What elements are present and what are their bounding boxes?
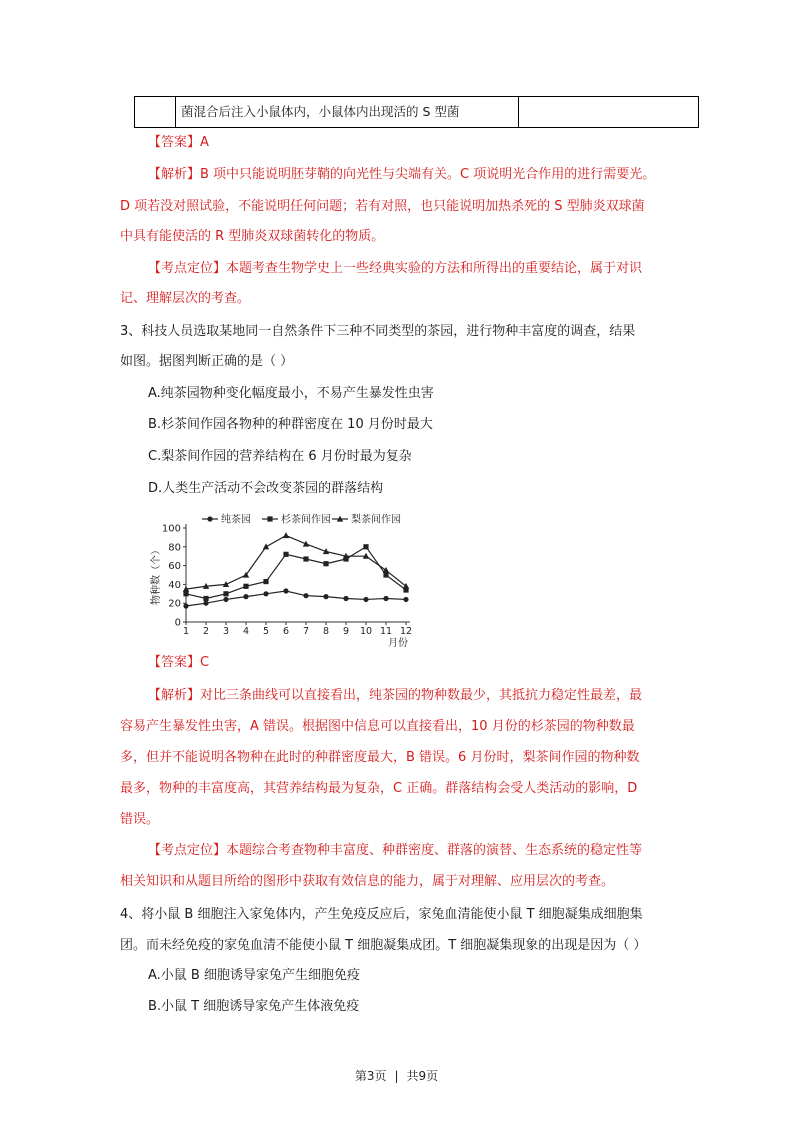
y-tick-label: 20 [168, 598, 181, 610]
q3-analysis-line: 【解析】对比三条曲线可以直接看出，纯茶园的物种数最少，其抵抗力稳定性最差，最 [148, 688, 643, 703]
x-tick-label: 11 [379, 626, 393, 637]
q3-analysis-line: 容易产生暴发性虫害，A 错误。根据图中信息可以直接看出，10 月份的杉茶园的物种数最 [120, 719, 635, 734]
table-cell-empty [135, 97, 176, 127]
data-point [363, 597, 368, 602]
q3-kaodian-line: 相关知识和从题目所给的图形中获取有效信息的能力，属于对理解、应用层次的考查。 [120, 874, 615, 889]
x-axis-label: 月份 [388, 638, 408, 649]
series-line [186, 591, 406, 606]
page-total: 共9页 [406, 1069, 439, 1083]
x-tick-label: 6 [282, 626, 290, 637]
x-tick-label: 5 [262, 626, 270, 637]
experiment-table-row [134, 96, 699, 128]
q4-stem-line: 4、将小鼠 B 细胞注入家兔体内，产生免疫反应后，家兔血清能使小鼠 T 细胞凝集成细胞集 [120, 907, 643, 922]
y-tick-label: 60 [168, 561, 181, 573]
data-point [323, 561, 328, 566]
x-tick-label: 8 [322, 626, 330, 637]
legend-label: 杉茶间作园 [281, 514, 331, 526]
footer-separator: | [394, 1069, 399, 1083]
q4-option-a: A.小鼠 B 细胞诱导家兔产生细胞免疫 [148, 968, 360, 983]
q3-stem-line: 如图。据图判断正确的是（ ） [120, 354, 294, 369]
q3-option-a: A.纯茶园物种变化幅度最小，不易产生暴发性虫害 [148, 386, 434, 401]
data-point [263, 543, 269, 549]
table-cell-empty [519, 97, 698, 127]
data-point [243, 584, 248, 589]
y-tick-label: 100 [161, 523, 181, 535]
q3-option-c: C.梨茶间作园的营养结构在 6 月份时最为复杂 [148, 449, 412, 464]
data-point [203, 596, 208, 601]
y-tick-label: 40 [168, 579, 181, 591]
data-point [383, 572, 388, 577]
x-tick-label: 2 [202, 626, 210, 637]
data-point [183, 603, 188, 608]
data-point [363, 544, 368, 549]
q3-answer: 【答案】C [148, 655, 210, 670]
q3-analysis-line: 最多，物种的丰富度高，其营养结构最为复杂，C 正确。群落结构会受人类活动的影响，D [120, 781, 638, 796]
series-line [186, 536, 406, 590]
data-point [283, 588, 288, 593]
q3-option-b: B.杉茶间作园各物种的种群密度在 10 月份时最大 [148, 417, 433, 432]
q3-analysis-line: 多，但并不能说明各物种在此时的种群密度最大，B 错误。6 月份时，梨茶间作园的物种数 [120, 750, 640, 765]
q2-kaodian-line: 记、理解层次的考查。 [120, 291, 251, 306]
x-tick-label: 1 [182, 626, 190, 637]
x-tick-label: 4 [242, 626, 250, 637]
data-point [343, 596, 348, 601]
data-point [383, 596, 388, 601]
table-cell-description: 菌混合后注入小鼠体内，小鼠体内出现活的 S 型菌 [176, 97, 519, 127]
q3-analysis-line: 错误。 [120, 812, 160, 827]
q3-option-d: D.人类生产活动不会改变茶园的群落结构 [148, 481, 384, 496]
data-point [323, 594, 328, 599]
species-richness-chart [148, 510, 418, 649]
q2-analysis-line: 【解析】B 项中只能说明胚芽鞘的向光性与尖端有关。C 项说明光合作用的进行需要光。 [148, 167, 656, 182]
q3-kaodian-line: 【考点定位】本题综合考查物种丰富度、种群密度、群落的演替、生态系统的稳定性等 [148, 843, 643, 858]
y-axis-label: 物种数（个） [151, 545, 162, 605]
page-number: 第3页 [354, 1069, 387, 1083]
page-footer [0, 1067, 793, 1084]
series-line [186, 547, 406, 599]
legend-label: 梨茶间作园 [351, 514, 401, 526]
x-tick-label: 9 [342, 626, 350, 637]
data-point [263, 591, 268, 596]
data-point [243, 594, 248, 599]
q2-kaodian-line: 【考点定位】本题考查生物学史上一些经典实验的方法和所得出的重要结论，属于对识 [148, 261, 643, 276]
data-point [223, 591, 228, 596]
q4-stem-line: 团。而未经免疫的家兔血清不能使小鼠 T 细胞凝集成团。T 细胞凝集现象的出现是因为（ ） [120, 938, 647, 953]
q2-analysis-line: 中具有能使活的 R 型肺炎双球菌转化的物质。 [120, 229, 385, 244]
legend-label: 纯茶园 [221, 514, 251, 526]
y-tick-label: 0 [174, 617, 181, 629]
x-tick-label: 3 [222, 626, 230, 637]
y-tick-label: 80 [168, 542, 181, 554]
chart-svg [148, 510, 418, 649]
x-tick-label: 12 [399, 626, 413, 637]
data-point [383, 567, 389, 573]
data-point [303, 593, 308, 598]
legend-marker [207, 516, 212, 521]
data-point [403, 597, 408, 602]
legend-marker [267, 516, 272, 521]
data-point [283, 552, 288, 557]
x-tick-label: 7 [302, 626, 310, 637]
q4-option-b: B.小鼠 T 细胞诱导家兔产生体液免疫 [148, 999, 360, 1014]
data-point [203, 601, 208, 606]
data-point [183, 591, 188, 596]
data-point [263, 579, 268, 584]
x-tick-label: 10 [359, 626, 373, 637]
q2-analysis-line: D 项若没对照试验，不能说明任何问题；若有对照，也只能说明加热杀死的 S 型肺炎双球菌 [120, 199, 645, 214]
data-point [283, 532, 289, 538]
data-point [303, 556, 308, 561]
q3-stem-line: 3、科技人员选取某地同一自然条件下三种不同类型的茶园，进行物种丰富度的调查，结果 [120, 324, 636, 339]
q2-answer: 【答案】A [148, 135, 209, 150]
data-point [223, 597, 228, 602]
